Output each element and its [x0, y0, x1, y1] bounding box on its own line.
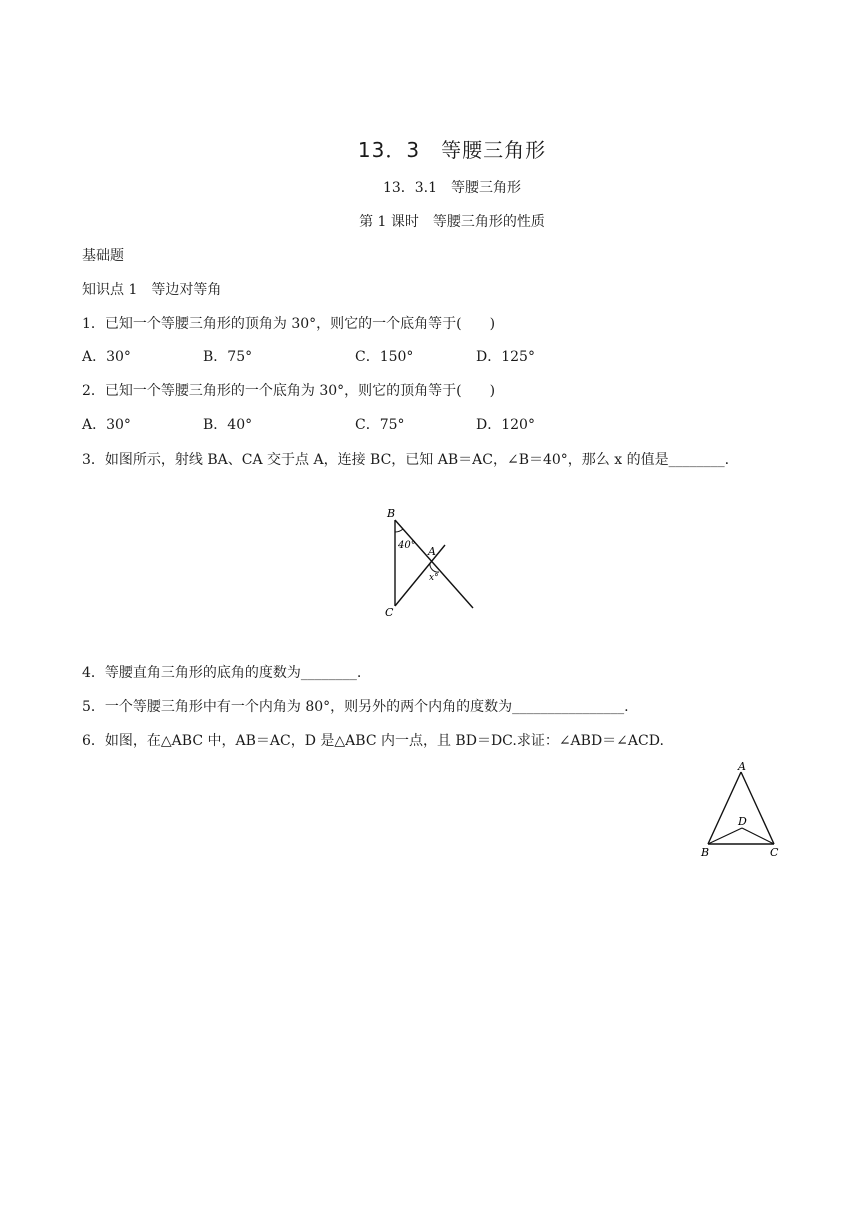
- section-title: 13．3.1 等腰三角形: [382, 180, 522, 196]
- label-c: C: [385, 606, 394, 619]
- label-a: A: [738, 760, 746, 773]
- knowledge-point-heading: 知识点 1 等边对等角: [82, 282, 222, 298]
- segment-bd: [708, 828, 742, 844]
- angle-b-arc: [395, 529, 403, 532]
- figure-2-triangle-abc: [698, 758, 784, 862]
- question-2-option-b: B．40°: [203, 417, 253, 433]
- question-1: 1．已知一个等腰三角形的顶角为 30°，则它的一个底角等于( ): [82, 316, 496, 332]
- label-angle-x: x°: [429, 573, 439, 583]
- lesson-title: 第 1 课时 等腰三角形的性质: [359, 214, 545, 230]
- ray-ba: [395, 520, 473, 608]
- figure-1-triangle-rays: [376, 500, 486, 620]
- segment-ac: [741, 772, 774, 844]
- segment-ab: [708, 772, 741, 844]
- page-title: 13．3 等腰三角形: [357, 138, 547, 162]
- label-angle-b: 40°: [398, 540, 416, 551]
- question-2-option-a: A．30°: [82, 417, 131, 433]
- question-2-option-d: D．120°: [476, 417, 535, 433]
- question-1-option-c: C．150°: [355, 349, 414, 365]
- segment-dc: [742, 828, 774, 844]
- label-b: B: [387, 507, 396, 520]
- label-a: A: [428, 545, 436, 558]
- level-heading: 基础题: [82, 248, 124, 264]
- label-d: D: [738, 815, 747, 828]
- question-1-option-b: B．75°: [203, 349, 253, 365]
- question-1-option-a: A．30°: [82, 349, 131, 365]
- question-6: 6．如图，在△ABC 中，AB＝AC，D 是△ABC 内一点，且 BD＝DC.求证：∠ABD＝∠ACD.: [82, 733, 664, 749]
- question-1-option-d: D．125°: [476, 349, 535, 365]
- question-3: 3．如图所示，射线 BA、CA 交于点 A，连接 BC，已知 AB＝AC，∠B＝40°，那么 x 的值是________.: [82, 452, 730, 468]
- question-2-option-c: C．75°: [355, 417, 405, 433]
- label-c: C: [770, 846, 779, 859]
- label-b: B: [701, 846, 710, 859]
- question-4: 4．等腰直角三角形的底角的度数为________.: [82, 665, 362, 681]
- question-5: 5．一个等腰三角形中有一个内角为 80°，则另外的两个内角的度数为________________.: [82, 699, 629, 715]
- question-2: 2．已知一个等腰三角形的一个底角为 30°，则它的顶角等于( ): [82, 383, 496, 399]
